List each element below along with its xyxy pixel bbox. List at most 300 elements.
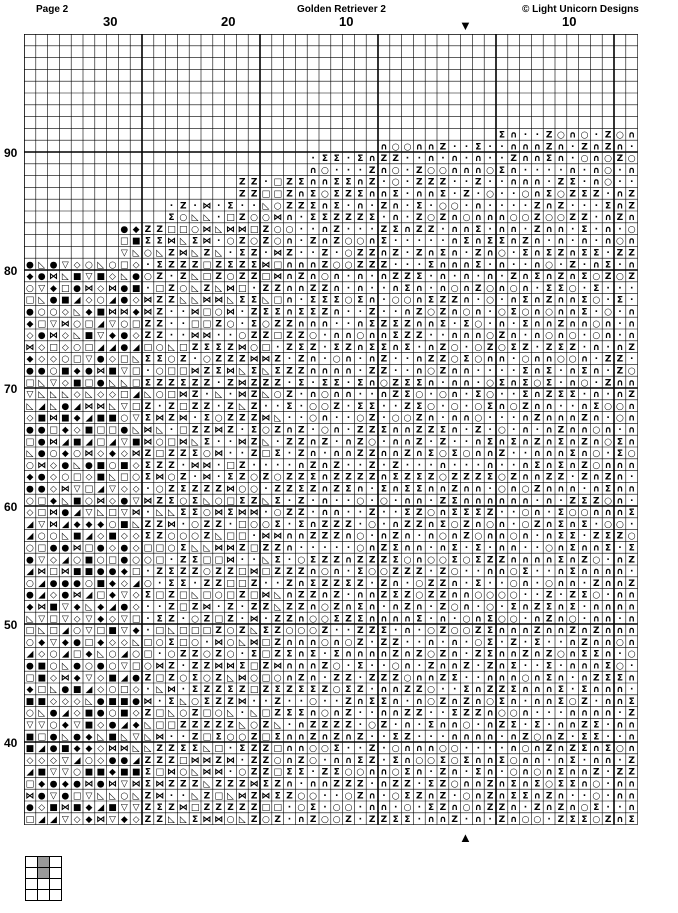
svg-text:∩: ∩: [533, 142, 541, 153]
svg-text:∩: ∩: [521, 755, 530, 766]
svg-text:Z: Z: [262, 378, 270, 389]
svg-text:∩: ∩: [604, 637, 612, 648]
svg-text:∩: ∩: [486, 449, 494, 460]
svg-text:∩: ∩: [533, 649, 541, 660]
svg-text:●: ●: [49, 295, 58, 306]
svg-text:■: ■: [120, 767, 129, 778]
svg-text:⋈: ⋈: [261, 590, 271, 601]
svg-text:◺: ◺: [97, 649, 105, 660]
svg-text:Z: Z: [286, 508, 293, 519]
svg-text:∩: ∩: [439, 814, 447, 825]
svg-text:▽: ▽: [120, 508, 128, 519]
svg-text:Z: Z: [475, 708, 482, 719]
svg-text:■: ■: [96, 413, 105, 424]
svg-text:◺: ◺: [85, 602, 93, 613]
svg-text:∩: ∩: [380, 248, 388, 259]
svg-text:·: ·: [287, 555, 292, 566]
svg-text:Ʃ: Ʃ: [569, 814, 576, 825]
svg-text:□: □: [143, 543, 153, 554]
svg-text:◺: ◺: [238, 637, 246, 648]
svg-text:Ʃ: Ʃ: [593, 248, 600, 259]
svg-text:●: ●: [120, 425, 129, 436]
svg-text:Ʃ: Ʃ: [581, 295, 588, 306]
svg-text:○: ○: [509, 283, 518, 294]
svg-text:□: □: [238, 519, 247, 530]
svg-text:Ʃ: Ʃ: [463, 354, 470, 365]
svg-text:∩: ∩: [368, 590, 376, 601]
svg-text:·: ·: [417, 342, 422, 353]
svg-text:○: ○: [545, 331, 554, 342]
svg-text:◺: ◺: [191, 295, 199, 306]
svg-text:Ʃ: Ʃ: [274, 449, 281, 460]
svg-text:·: ·: [570, 142, 575, 153]
svg-text:■: ■: [96, 307, 105, 318]
svg-text:∩: ∩: [616, 378, 624, 389]
svg-text:◺: ◺: [227, 791, 234, 802]
svg-text:·: ·: [441, 708, 445, 719]
svg-text:∩: ∩: [533, 744, 541, 755]
svg-text:○: ○: [403, 413, 412, 424]
svg-text:·: ·: [323, 449, 327, 460]
svg-text:·: ·: [500, 189, 504, 200]
svg-text:Ʃ: Ʃ: [310, 555, 317, 566]
svg-text:Z: Z: [250, 401, 258, 412]
svg-text:·: ·: [606, 803, 610, 814]
svg-text:∩: ∩: [356, 484, 364, 495]
svg-text:Z: Z: [321, 626, 329, 637]
row-number: 60: [4, 500, 18, 514]
svg-text:○: ○: [332, 354, 341, 365]
svg-text:◺: ◺: [238, 366, 246, 377]
svg-text:Ʃ: Ʃ: [345, 484, 352, 495]
svg-text:⋈: ⋈: [143, 437, 153, 448]
svg-text:∩: ∩: [451, 224, 459, 235]
svg-text:Z: Z: [534, 201, 541, 212]
svg-text:Ʃ: Ʃ: [392, 543, 399, 554]
svg-text:·: ·: [334, 696, 339, 707]
svg-text:∩: ∩: [474, 437, 482, 448]
svg-text:Ʃ: Ʃ: [298, 484, 305, 495]
svg-text:◺: ◺: [215, 224, 223, 235]
svg-text:◇: ◇: [73, 614, 81, 625]
svg-text:▽: ▽: [120, 401, 128, 412]
svg-text:·: ·: [629, 295, 634, 306]
svg-text:◢: ◢: [109, 295, 116, 306]
svg-text:○: ○: [96, 295, 105, 306]
svg-text:Z: Z: [368, 307, 376, 318]
svg-text:⋈: ⋈: [237, 224, 247, 235]
svg-text:∩: ∩: [486, 767, 494, 778]
svg-text:∩: ∩: [333, 272, 341, 283]
svg-text:◇: ◇: [26, 755, 34, 766]
svg-text:Z: Z: [333, 578, 340, 589]
svg-text:·: ·: [358, 744, 363, 755]
svg-text:·: ·: [606, 189, 610, 200]
svg-text:·: ·: [618, 614, 622, 625]
svg-text:Ʃ: Ʃ: [487, 236, 494, 247]
svg-text:Ʃ: Ʃ: [463, 236, 470, 247]
svg-text:Z: Z: [628, 248, 635, 259]
svg-text:▽: ▽: [38, 519, 46, 530]
svg-text:○: ○: [391, 177, 400, 188]
svg-text:∩: ∩: [628, 413, 636, 424]
svg-text:·: ·: [500, 177, 504, 188]
svg-text:Z: Z: [168, 401, 175, 412]
svg-text:∩: ∩: [557, 626, 565, 637]
svg-text:○: ○: [427, 696, 436, 707]
svg-text:·: ·: [535, 342, 540, 353]
svg-text:●: ●: [120, 555, 129, 566]
svg-text:▽: ▽: [26, 720, 34, 731]
svg-text:■: ■: [120, 519, 129, 530]
svg-text:∩: ∩: [403, 614, 412, 625]
svg-text:Ʃ: Ʃ: [144, 378, 151, 389]
svg-text:Z: Z: [203, 248, 211, 259]
svg-text:○: ○: [37, 531, 46, 542]
svg-text:∩: ∩: [533, 260, 541, 271]
svg-text:Ʃ: Ʃ: [392, 189, 399, 200]
svg-text:∩: ∩: [557, 307, 565, 318]
svg-text:∩: ∩: [628, 425, 636, 436]
svg-text:Z: Z: [628, 201, 635, 212]
row-number: 40: [4, 736, 18, 750]
svg-text:●: ●: [108, 720, 117, 731]
svg-text:Z: Z: [286, 484, 293, 495]
svg-text:■: ■: [96, 272, 105, 283]
svg-text:Z: Z: [321, 555, 329, 566]
svg-text:Ʃ: Ʃ: [262, 307, 269, 318]
svg-text:○: ○: [132, 649, 141, 660]
svg-text:∩: ∩: [545, 201, 553, 212]
svg-text:Ʃ: Ʃ: [510, 661, 517, 672]
svg-text:▽: ▽: [85, 614, 93, 625]
svg-text:◇: ◇: [132, 543, 140, 554]
svg-text:□: □: [131, 401, 141, 412]
svg-text:·: ·: [417, 531, 422, 542]
svg-text:∩: ∩: [451, 578, 459, 589]
svg-text:Ʃ: Ʃ: [569, 602, 576, 613]
svg-text:Z: Z: [380, 720, 388, 731]
svg-text:◆: ◆: [61, 637, 69, 648]
svg-text:·: ·: [429, 543, 433, 554]
svg-text:◇: ◇: [50, 354, 57, 365]
svg-text:∩: ∩: [604, 626, 612, 637]
svg-text:◇: ◇: [38, 342, 46, 353]
svg-text:·: ·: [240, 307, 245, 318]
svg-text:Z: Z: [309, 460, 317, 471]
svg-text:∩: ∩: [628, 331, 636, 342]
svg-text:○: ○: [73, 449, 82, 460]
svg-text:∩: ∩: [451, 696, 459, 707]
svg-text:Z: Z: [227, 614, 234, 625]
svg-text:○: ○: [320, 401, 329, 412]
svg-text:Z: Z: [250, 767, 258, 778]
svg-text:·: ·: [570, 791, 575, 802]
svg-text:Z: Z: [274, 567, 281, 578]
svg-text:∩: ∩: [510, 744, 518, 755]
svg-text:◇: ◇: [97, 673, 105, 684]
svg-text:Ʃ: Ʃ: [487, 437, 494, 448]
svg-text:∩: ∩: [533, 390, 541, 401]
svg-text:Z: Z: [616, 248, 624, 259]
svg-text:□: □: [249, 685, 259, 696]
svg-text:·: ·: [169, 272, 174, 283]
svg-text:Z: Z: [180, 649, 187, 660]
svg-text:▽: ▽: [132, 803, 140, 814]
svg-text:·: ·: [618, 425, 622, 436]
svg-text:□: □: [261, 649, 271, 660]
svg-text:Ʃ: Ʃ: [215, 732, 222, 743]
svg-text:Ʃ: Ʃ: [581, 307, 588, 318]
svg-text:Z: Z: [156, 519, 163, 530]
svg-text:Ʃ: Ʃ: [569, 543, 576, 554]
svg-text:⋈: ⋈: [49, 437, 58, 448]
svg-text:·: ·: [299, 213, 304, 224]
svg-text:·: ·: [547, 567, 551, 578]
svg-text:·: ·: [334, 248, 339, 259]
svg-text:○: ○: [167, 354, 176, 365]
svg-text:◺: ◺: [120, 378, 128, 389]
svg-text:○: ○: [155, 366, 164, 377]
svg-text:∩: ∩: [510, 673, 518, 684]
svg-text:Z: Z: [439, 649, 447, 660]
svg-text:●: ●: [49, 260, 58, 271]
svg-text:·: ·: [452, 319, 457, 330]
svg-text:Z: Z: [321, 260, 329, 271]
svg-text:□: □: [155, 555, 164, 566]
svg-text:·: ·: [429, 272, 433, 283]
svg-text:Z: Z: [286, 201, 293, 212]
svg-text:·: ·: [417, 803, 422, 814]
svg-text:·: ·: [311, 767, 315, 778]
svg-text:Z: Z: [357, 791, 364, 802]
svg-text:◆: ◆: [61, 720, 69, 731]
svg-text:∩: ∩: [392, 213, 400, 224]
svg-text:○: ○: [403, 142, 412, 153]
svg-text:Ʃ: Ʃ: [510, 602, 517, 613]
svg-text:●: ●: [96, 779, 105, 790]
svg-text:Z: Z: [333, 484, 340, 495]
svg-text:Z: Z: [380, 260, 388, 271]
svg-text:▽: ▽: [50, 319, 57, 330]
svg-text:□: □: [143, 637, 153, 648]
svg-text:Ʃ: Ʃ: [557, 685, 564, 696]
svg-text:·: ·: [275, 578, 280, 589]
svg-text:Z: Z: [463, 708, 470, 719]
svg-text:⋈: ⋈: [96, 496, 106, 507]
svg-text:∩: ∩: [628, 401, 636, 412]
svg-text:Ʃ: Ʃ: [298, 378, 305, 389]
svg-text:Ʃ: Ʃ: [333, 767, 340, 778]
svg-text:○: ○: [521, 484, 530, 495]
svg-text:·: ·: [393, 366, 398, 377]
svg-text:·: ·: [275, 437, 280, 448]
svg-text:∩: ∩: [592, 342, 600, 353]
svg-text:Ʃ: Ʃ: [192, 814, 199, 825]
svg-text:○: ○: [179, 283, 188, 294]
svg-text:Z: Z: [168, 661, 175, 672]
svg-text:Ʃ: Ʃ: [251, 425, 258, 436]
svg-text:□: □: [155, 283, 164, 294]
svg-text:□: □: [155, 449, 164, 460]
svg-text:∩: ∩: [616, 590, 624, 601]
svg-text:·: ·: [476, 744, 481, 755]
svg-text:∩: ∩: [474, 484, 482, 495]
svg-text:Ʃ: Ʃ: [180, 543, 187, 554]
svg-text:●: ●: [49, 543, 58, 554]
svg-text:Ʃ: Ʃ: [510, 307, 517, 318]
svg-text:∩: ∩: [510, 649, 518, 660]
svg-text:Z: Z: [557, 319, 565, 330]
svg-text:·: ·: [299, 295, 304, 306]
svg-text:○: ○: [261, 319, 270, 330]
cross-stitch-chart: [24, 34, 638, 830]
svg-text:Z: Z: [333, 531, 340, 542]
svg-text:○: ○: [226, 732, 235, 743]
svg-text:◺: ◺: [97, 791, 105, 802]
svg-text:▽: ▽: [120, 590, 128, 601]
svg-text:○: ○: [356, 531, 365, 542]
svg-text:Ʃ: Ʃ: [298, 767, 305, 778]
svg-text:◺: ◺: [156, 425, 164, 436]
svg-text:Ʃ: Ʃ: [534, 779, 541, 790]
svg-text:∩: ∩: [321, 779, 329, 790]
svg-text:○: ○: [155, 437, 164, 448]
svg-text:∩: ∩: [557, 614, 565, 625]
svg-text:∩: ∩: [309, 437, 317, 448]
svg-text:○: ○: [179, 708, 188, 719]
svg-text:○: ○: [179, 767, 188, 778]
svg-text:·: ·: [287, 519, 292, 530]
svg-text:∩: ∩: [333, 637, 341, 648]
svg-text:◺: ◺: [191, 213, 199, 224]
svg-text:Z: Z: [227, 425, 234, 436]
svg-text:◢: ◢: [120, 649, 128, 660]
svg-text:·: ·: [405, 248, 410, 259]
svg-text:○: ○: [545, 307, 554, 318]
svg-text:Ʃ: Ʃ: [298, 177, 305, 188]
svg-text:Z: Z: [227, 696, 234, 707]
svg-text:○: ○: [179, 213, 188, 224]
svg-text:○: ○: [604, 519, 613, 530]
svg-text:Ʃ: Ʃ: [593, 732, 600, 743]
svg-text:□: □: [108, 425, 117, 436]
svg-text:Z: Z: [593, 578, 600, 589]
svg-text:∩: ∩: [285, 661, 294, 672]
svg-text:∩: ∩: [498, 661, 506, 672]
svg-text:·: ·: [287, 378, 292, 389]
svg-text:□: □: [108, 508, 117, 519]
svg-text:◺: ◺: [179, 295, 187, 306]
svg-text:·: ·: [264, 177, 268, 188]
svg-text:∩: ∩: [333, 366, 341, 377]
svg-text:·: ·: [370, 637, 374, 648]
svg-text:▽: ▽: [109, 814, 116, 825]
svg-text:◺: ◺: [203, 543, 211, 554]
svg-text:◺: ◺: [215, 248, 223, 259]
svg-text:Z: Z: [439, 177, 447, 188]
svg-text:○: ○: [143, 248, 152, 259]
svg-text:Ʃ: Ʃ: [416, 472, 423, 483]
svg-text:○: ○: [415, 755, 424, 766]
svg-text:Z: Z: [286, 189, 293, 200]
svg-text:Z: Z: [463, 531, 470, 542]
svg-text:□: □: [143, 649, 153, 660]
svg-text:○: ○: [273, 201, 282, 212]
svg-text:□: □: [167, 720, 176, 731]
svg-text:∩: ∩: [368, 378, 376, 389]
svg-text:●: ●: [120, 342, 129, 353]
svg-text:○: ○: [615, 744, 624, 755]
svg-text:□: □: [120, 472, 129, 483]
svg-text:∩: ∩: [545, 685, 553, 696]
svg-text:○: ○: [191, 637, 200, 648]
svg-text:⋈: ⋈: [131, 449, 141, 460]
svg-text:○: ○: [132, 472, 141, 483]
svg-text:○: ○: [344, 260, 353, 271]
svg-text:Ʃ: Ʃ: [546, 154, 553, 165]
svg-text:·: ·: [511, 248, 516, 259]
svg-text:Ʃ: Ʃ: [144, 590, 151, 601]
svg-text:∩: ∩: [451, 590, 459, 601]
svg-text:·: ·: [393, 508, 398, 519]
svg-text:◢: ◢: [109, 602, 116, 613]
svg-text:○: ○: [226, 649, 235, 660]
svg-text:○: ○: [415, 578, 424, 589]
svg-text:○: ○: [450, 744, 459, 755]
svg-text:·: ·: [618, 732, 622, 743]
svg-text:○: ○: [604, 496, 613, 507]
svg-text:·: ·: [405, 696, 410, 707]
svg-text:Z: Z: [345, 720, 352, 731]
svg-text:·: ·: [606, 295, 610, 306]
svg-text:Ʃ: Ʃ: [463, 319, 470, 330]
svg-text:◇: ◇: [73, 814, 81, 825]
svg-text:·: ·: [169, 555, 174, 566]
svg-text:∩: ∩: [569, 248, 577, 259]
svg-text:·: ·: [606, 590, 610, 601]
svg-text:∩: ∩: [309, 602, 317, 613]
svg-text:⋈: ⋈: [49, 519, 58, 530]
svg-text:⋈: ⋈: [214, 767, 224, 778]
svg-text:·: ·: [452, 685, 457, 696]
svg-text:●: ●: [132, 696, 141, 707]
svg-text:∩: ∩: [462, 224, 471, 235]
svg-text:◇: ◇: [50, 590, 57, 601]
svg-text:·: ·: [311, 224, 315, 235]
svg-text:∩: ∩: [533, 189, 541, 200]
svg-text:∩: ∩: [427, 673, 435, 684]
svg-text:◺: ◺: [73, 307, 81, 318]
svg-text:○: ○: [356, 413, 365, 424]
svg-text:□: □: [72, 472, 82, 483]
svg-text:●: ●: [49, 744, 58, 755]
svg-text:●: ●: [120, 224, 129, 235]
svg-text:∩: ∩: [628, 744, 636, 755]
svg-text:◺: ◺: [132, 519, 140, 530]
svg-text:∩: ∩: [427, 814, 435, 825]
svg-text:·: ·: [488, 425, 492, 436]
svg-text:○: ○: [250, 236, 259, 247]
svg-text:■: ■: [120, 696, 129, 707]
svg-text:∩: ∩: [368, 614, 376, 625]
svg-text:○: ○: [592, 590, 601, 601]
svg-text:·: ·: [452, 177, 457, 188]
svg-text:Z: Z: [534, 519, 541, 530]
svg-text:·: ·: [370, 531, 374, 542]
svg-text:Ʃ: Ʃ: [487, 401, 494, 412]
svg-text:∩: ∩: [462, 165, 471, 176]
